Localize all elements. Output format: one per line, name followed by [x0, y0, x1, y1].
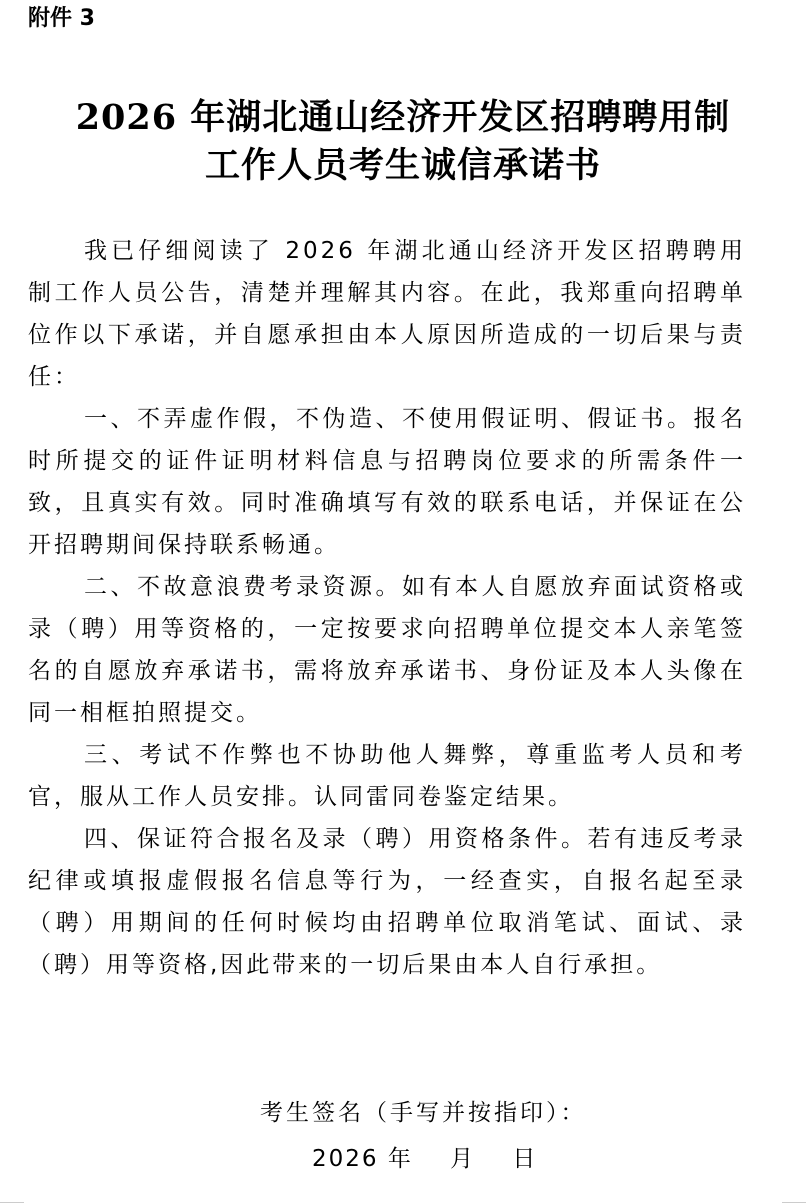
date-line: 2026 年 月 日	[312, 1146, 538, 1172]
document-title	[0, 94, 806, 190]
paragraph-pledge-4: 四、保证符合报名及录（聘）用资格条件。若有违反考录纪律或填报虚假报名信息等行为，一经查实，自报名起至录（聘）用期间的任何时候均由招聘单位取消笔试、面试、录（聘）用等资格,因此带来的一切后果由本人自行承担。	[28, 826, 746, 978]
paragraph-pledge-2: 二、不故意浪费考录资源。如有本人自愿放弃面试资格或录（聘）用等资格的，一定按要求向招聘单位提交本人亲笔签名的自愿放弃承诺书，需将放弃承诺书、身份证及本人头像在同一相框拍照提交。	[28, 574, 746, 726]
title-line-1: 2026 年湖北通山经济开发区招聘聘用制	[75, 97, 731, 138]
document-body	[28, 230, 746, 986]
paragraph-intro: 我已仔细阅读了 2026 年湖北通山经济开发区招聘聘用制工作人员公告，清楚并理解其内容。在此，我郑重向招聘单位作以下承诺，并自愿承担由本人原因所造成的一切后果与责任：	[28, 238, 746, 390]
paragraph-pledge-3: 三、考试不作弊也不协助他人舞弊，尊重监考人员和考官，服从工作人员安排。认同雷同卷鉴定结果。	[28, 742, 746, 810]
paragraph-pledge-1: 一、不弄虚作假，不伪造、不使用假证明、假证书。报名时所提交的证件证明材料信息与招聘岗位要求的所需条件一致，且真实有效。同时准确填写有效的联系电话，并保证在公开招聘期间保持联系畅通。	[28, 406, 746, 558]
signature-label: 考生签名（手写并按指印）：	[260, 1100, 587, 1126]
attachment-label: 附件 3	[28, 6, 95, 31]
title-line-2: 工作人员考生诚信承诺书	[204, 145, 601, 186]
